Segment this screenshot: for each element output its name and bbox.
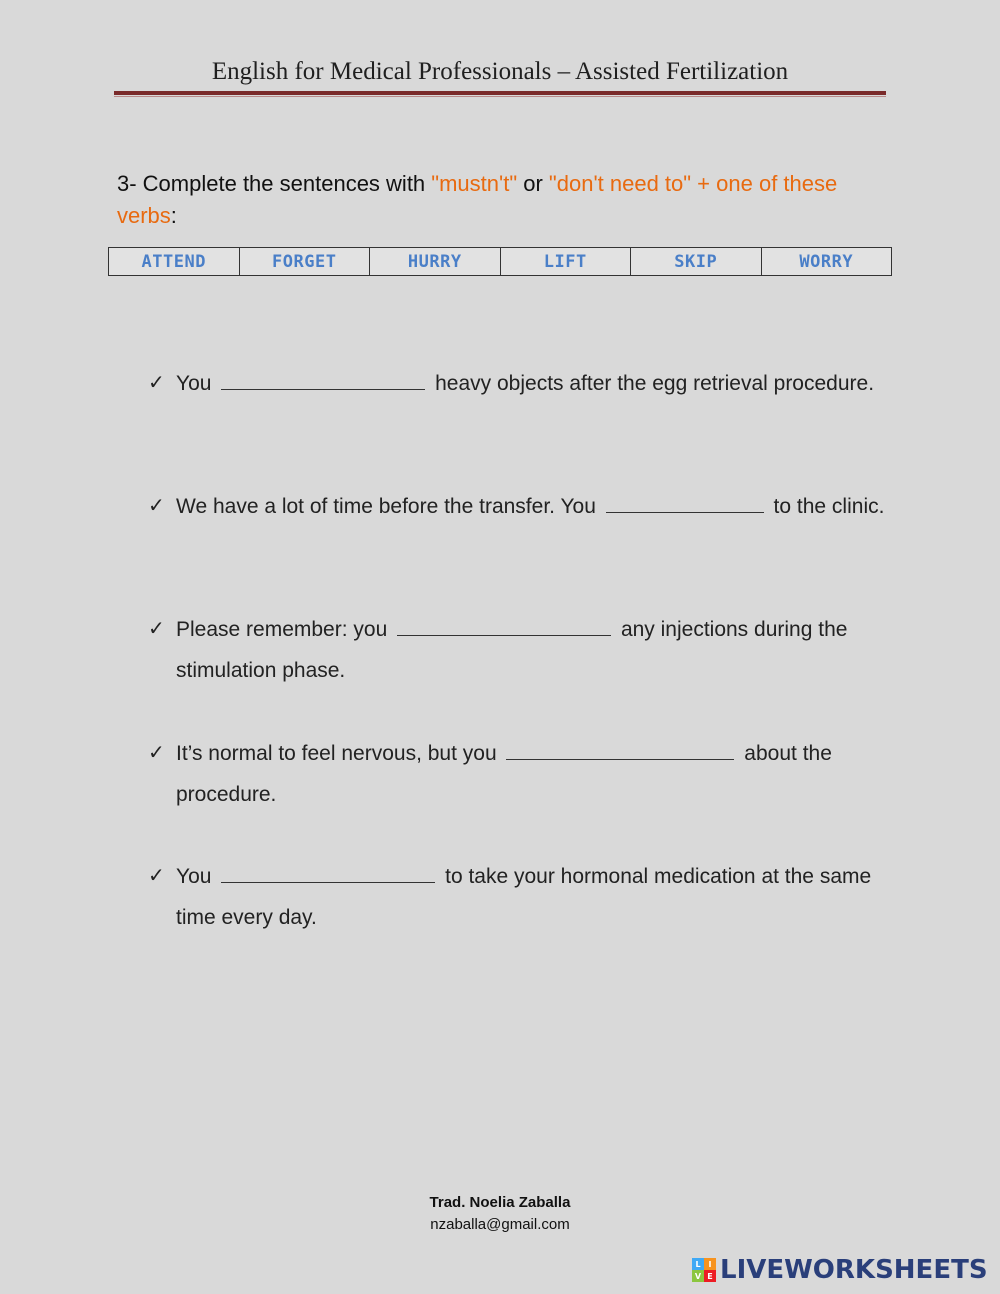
verb-bank-table	[108, 247, 892, 276]
liveworksheets-logo-text: LIVEWORKSHEETS	[720, 1255, 988, 1285]
author-email: nzaballa@gmail.com	[430, 1216, 570, 1233]
instruction-option-dont-need-to: "don't need to" + one of these verbs	[117, 171, 838, 228]
exercise-instruction	[117, 168, 877, 232]
sentence-item	[148, 733, 888, 815]
header-divider	[114, 91, 886, 97]
answer-blank[interactable]	[606, 492, 764, 513]
verb-cell: LIFT	[501, 248, 632, 275]
instruction-suffix: :	[170, 203, 177, 228]
verb-cell: SKIP	[631, 248, 762, 275]
sentence-item	[148, 363, 888, 404]
sentence-before: We have a lot of time before the transfer. You	[176, 495, 602, 518]
checkmark-icon: ✓	[148, 742, 165, 764]
sentence-item	[148, 486, 888, 527]
sentence-before: You	[176, 372, 218, 395]
page-header-title: English for Medical Professionals – Assisted Fertilization	[211, 58, 789, 85]
sentence-after: to take your hormonal medication at the same time every day.	[176, 865, 872, 929]
sentence-after: about the procedure.	[176, 742, 832, 806]
sentence-after: heavy objects after the egg retrieval procedure.	[429, 372, 875, 395]
verb-cell: FORGET	[240, 248, 371, 275]
sentence-item	[148, 609, 888, 691]
answer-blank[interactable]	[221, 862, 435, 883]
liveworksheets-logo	[692, 1255, 988, 1285]
verb-cell: HURRY	[370, 248, 501, 275]
answer-blank[interactable]	[221, 369, 425, 390]
sentence-before: Please remember: you	[176, 618, 394, 641]
instruction-middle: or	[517, 171, 549, 196]
sentence-after: any injections during the stimulation phase.	[176, 618, 848, 682]
sentence-after: to the clinic.	[767, 495, 885, 518]
checkmark-icon: ✓	[148, 865, 165, 887]
sentence-item	[148, 856, 888, 938]
verb-cell: WORRY	[799, 251, 854, 272]
instruction-option-mustnt: "mustn't"	[431, 171, 518, 196]
footer-credit	[0, 1192, 1000, 1236]
author-name: Trad. Noelia Zaballa	[429, 1194, 571, 1211]
sentence-before: You	[176, 865, 218, 888]
sentence-before: It’s normal to feel nervous, but you	[176, 742, 503, 765]
checkmark-icon: ✓	[148, 372, 165, 394]
answer-blank[interactable]	[506, 739, 734, 760]
answer-blank[interactable]	[397, 615, 611, 636]
liveworksheets-logo-icon: L I V E	[692, 1258, 716, 1282]
verb-cell: ATTEND	[109, 248, 240, 275]
checkmark-icon: ✓	[148, 618, 165, 640]
checkmark-icon: ✓	[148, 495, 165, 517]
instruction-prefix: 3- Complete the sentences with	[117, 171, 432, 196]
